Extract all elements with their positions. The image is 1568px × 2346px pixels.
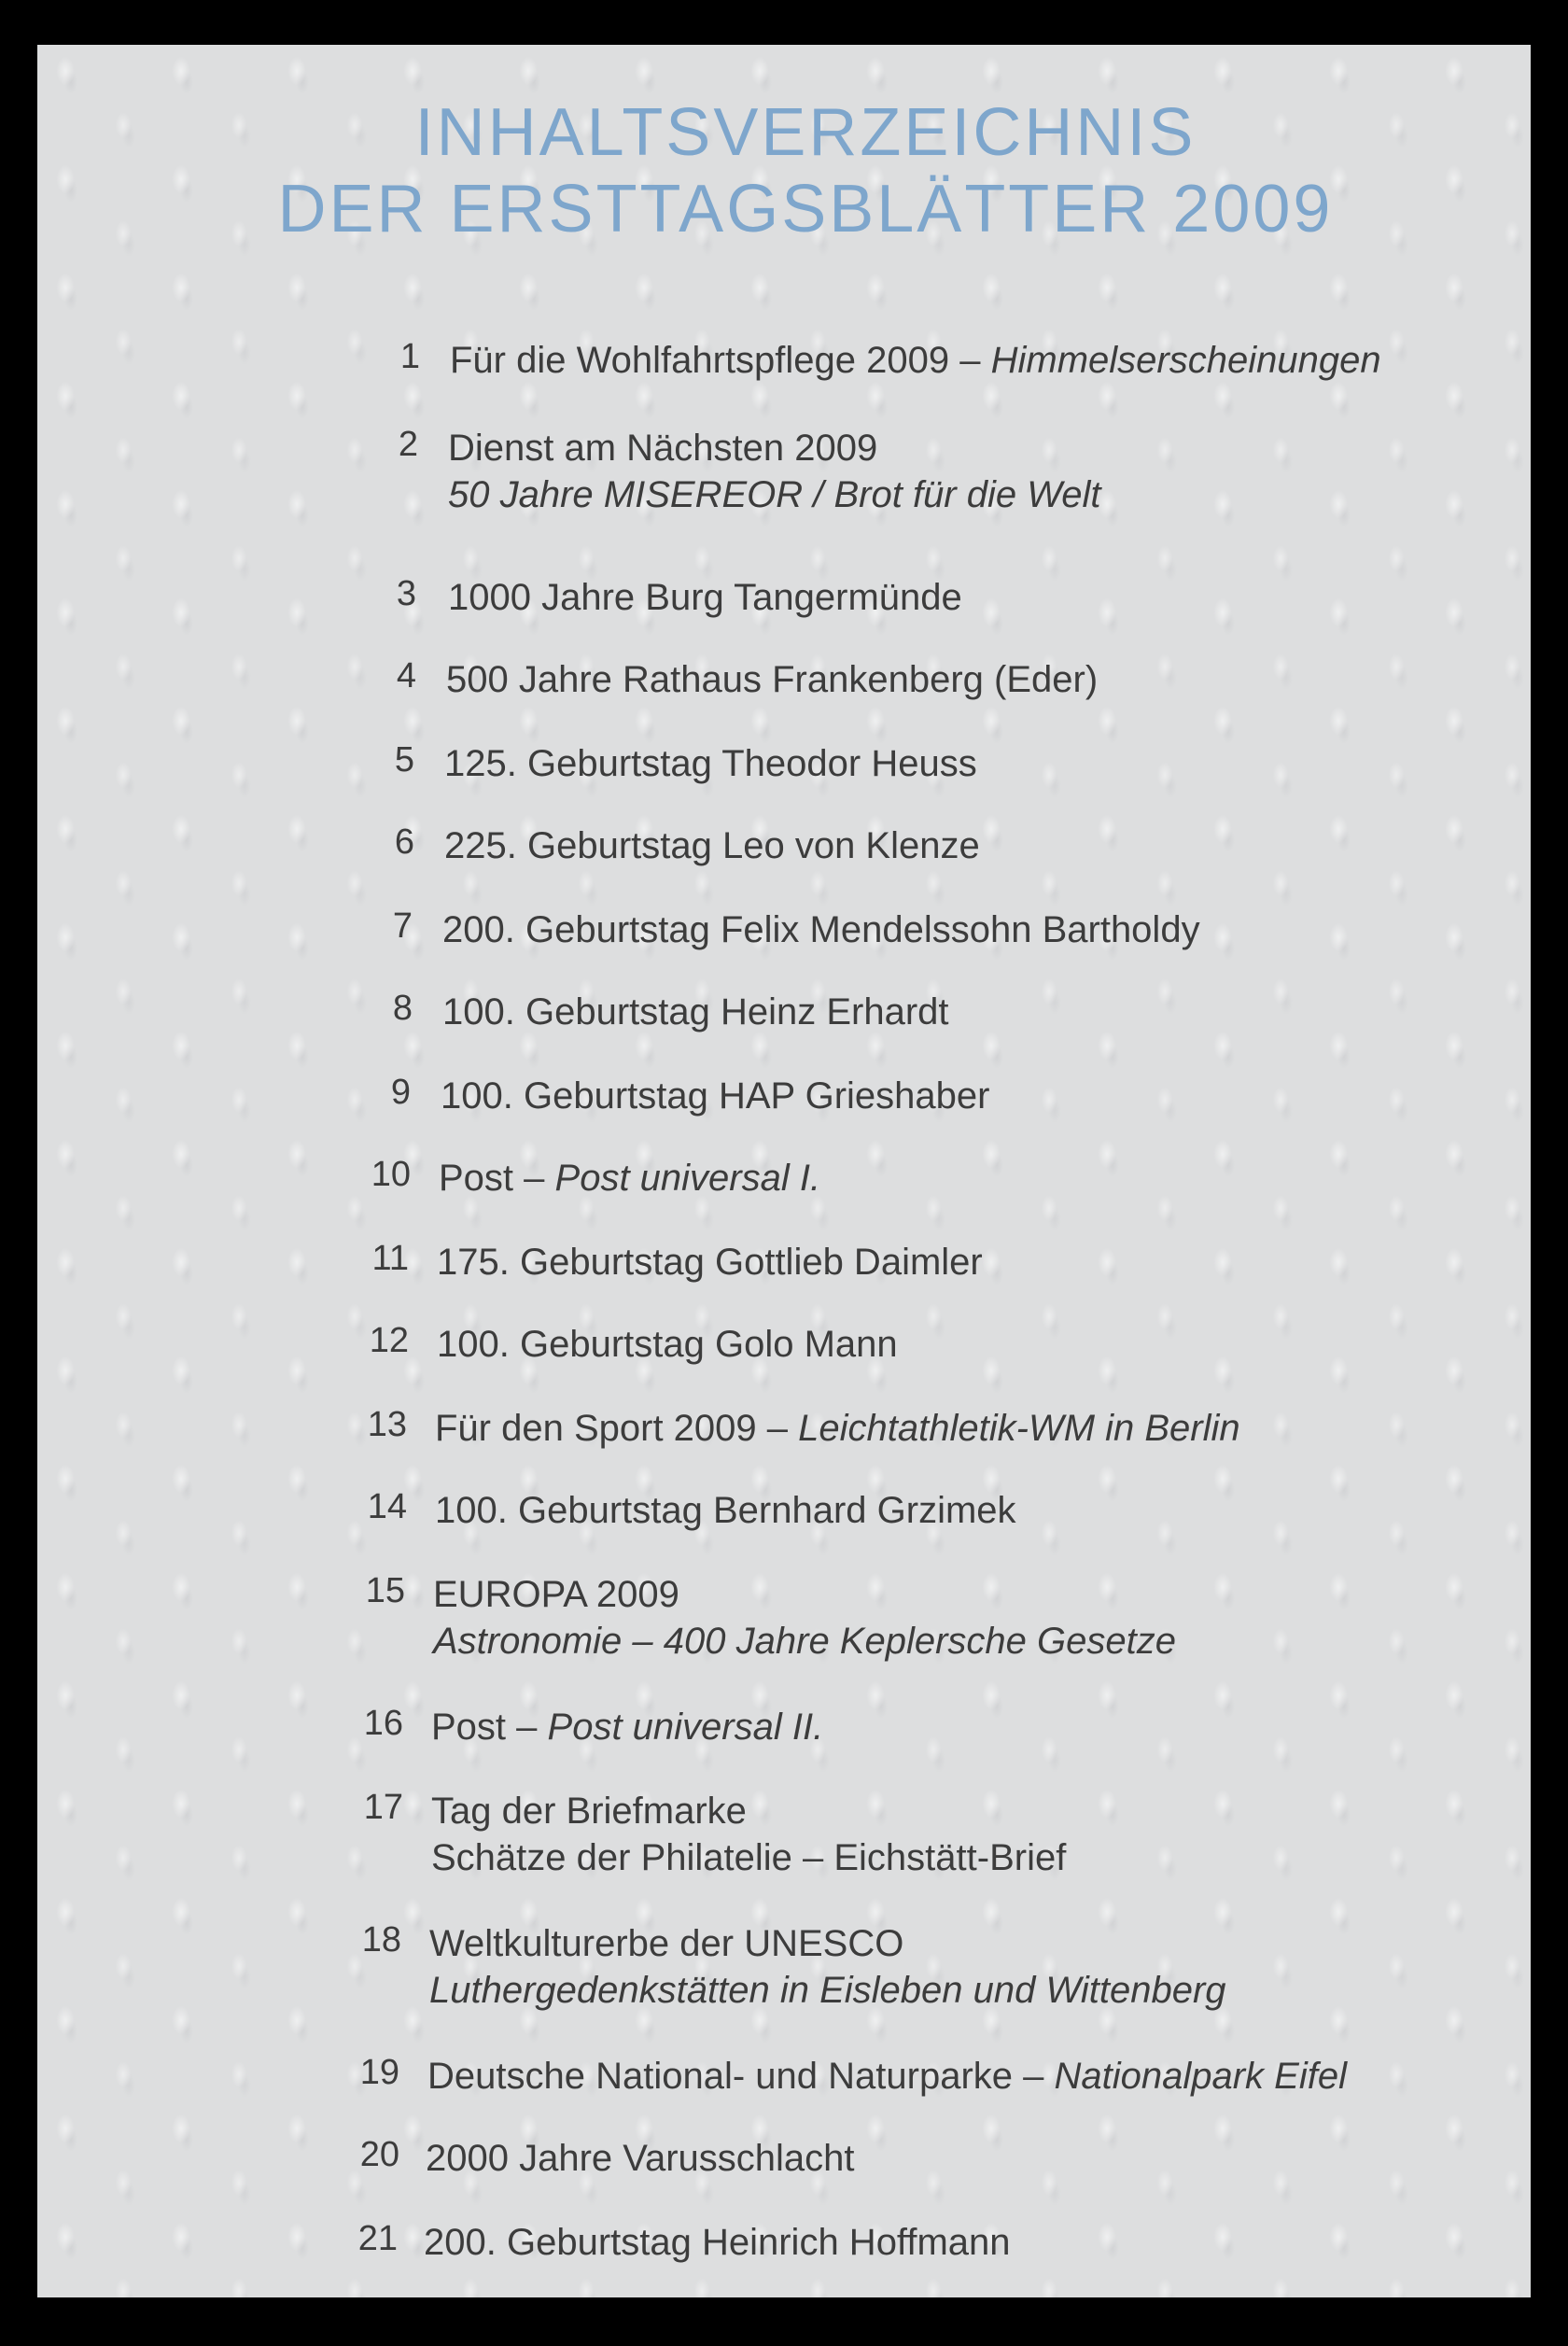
- entry-subtitle: Luthergedenkstätten in Eisleben und Wittenberg: [429, 1970, 1226, 2011]
- entry-number: 3: [396, 574, 416, 613]
- list-item: 2000 Jahre Varusschlacht: [426, 2138, 855, 2179]
- entry-number: 20: [359, 2135, 399, 2174]
- entry-number: 17: [363, 1788, 403, 1827]
- list-item: 125. Geburtstag Theodor Heuss: [444, 743, 977, 784]
- list-item: 200. Geburtstag Felix Mendelssohn Bartholdy: [442, 909, 1200, 950]
- entry-title: Für die Wohlfahrtspflege 2009 –: [450, 340, 991, 381]
- entry-subtitle: Nationalpark Eifel: [1054, 2056, 1347, 2097]
- list-item: [435, 1404, 1240, 1453]
- entry-title: Weltkulturerbe der UNESCO: [429, 1923, 904, 1964]
- entry-number: 13: [367, 1405, 407, 1444]
- list-item: 200. Geburtstag Heinrich Hoffmann: [424, 2222, 1011, 2263]
- entry-subtitle: 50 Jahre MISEREOR / Brot für die Welt: [448, 474, 1101, 515]
- list-item: [427, 2052, 1347, 2100]
- page-title-line-1: INHALTSVERZEICHNIS: [414, 95, 1197, 170]
- list-item: [431, 1787, 747, 1835]
- entry-number: 1: [399, 337, 420, 376]
- entry-title: EUROPA 2009: [433, 1574, 679, 1615]
- entry-title: Dienst am Nächsten 2009: [448, 428, 878, 469]
- list-item: 500 Jahre Rathaus Frankenberg (Eder): [446, 659, 1099, 700]
- entry-title: Deutsche National- und Naturparke –: [427, 2056, 1055, 2097]
- list-item: [450, 336, 1381, 385]
- entry-subtitle: Post universal II.: [547, 1707, 824, 1748]
- entry-number: 21: [357, 2219, 398, 2258]
- list-item: 175. Geburtstag Gottlieb Daimler: [437, 1242, 983, 1283]
- entry-number: 10: [371, 1155, 411, 1194]
- entry-number: 19: [359, 2053, 399, 2092]
- list-item: [448, 424, 877, 472]
- entry-subtitle: Schätze der Philatelie – Eichstätt-Brief: [431, 1837, 1067, 1878]
- entry-number: 8: [392, 989, 413, 1028]
- entry-number: 15: [365, 1571, 405, 1610]
- entry-number: 5: [394, 740, 414, 780]
- list-item: 100. Geburtstag Heinz Erhardt: [442, 991, 949, 1033]
- entry-subtitle: Post universal I.: [554, 1158, 821, 1199]
- list-item: [429, 1919, 903, 1968]
- entry-subtitle: Astronomie – 400 Jahre Keplersche Gesetze: [433, 1621, 1176, 1662]
- entry-number: 4: [396, 656, 416, 695]
- entry-title: Tag der Briefmarke: [431, 1791, 747, 1832]
- list-item: 100. Geburtstag Golo Mann: [437, 1324, 898, 1365]
- entry-number: 2: [398, 425, 418, 464]
- list-item: 100. Geburtstag Bernhard Grzimek: [435, 1490, 1016, 1531]
- document-page: [37, 45, 1531, 2297]
- entry-number: 11: [371, 1239, 409, 1278]
- entry-number: 14: [367, 1487, 407, 1526]
- list-item: 100. Geburtstag HAP Grieshaber: [441, 1075, 990, 1117]
- list-item: 1000 Jahre Burg Tangermünde: [448, 577, 962, 618]
- list-item: [433, 1570, 679, 1619]
- entry-title: Post –: [431, 1707, 548, 1748]
- entry-number: 12: [369, 1321, 409, 1360]
- page-title-line-2: DER ERSTTAGSBLÄTTER 2009: [277, 172, 1334, 246]
- entry-subtitle: Leichtathletik-WM in Berlin: [798, 1408, 1240, 1449]
- list-item: [431, 1703, 823, 1751]
- entry-number: 7: [392, 906, 413, 946]
- entry-subtitle: Himmelserscheinungen: [990, 340, 1381, 381]
- entry-title: Post –: [439, 1158, 555, 1199]
- list-item: [439, 1154, 820, 1202]
- entry-number: 18: [361, 1920, 401, 1960]
- entry-title: Für den Sport 2009 –: [435, 1408, 799, 1449]
- entry-number: 6: [394, 822, 414, 862]
- entry-number: 16: [363, 1704, 403, 1743]
- list-item: 225. Geburtstag Leo von Klenze: [444, 825, 980, 866]
- entry-number: 9: [390, 1073, 411, 1112]
